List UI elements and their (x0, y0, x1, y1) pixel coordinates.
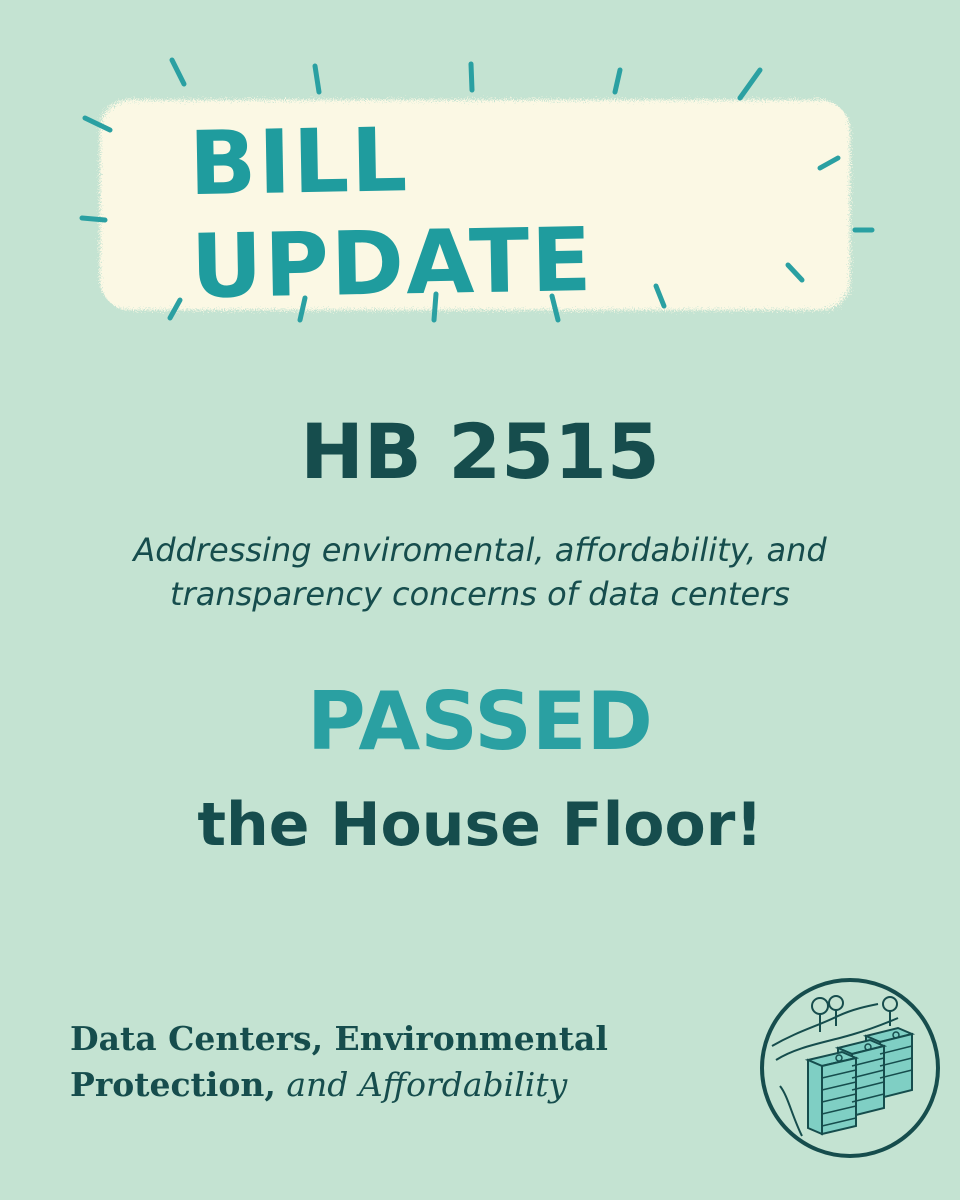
passed-status: PASSED (307, 675, 653, 768)
house-floor-text: the House Floor! (197, 790, 763, 860)
campaign-title-bold-1: Data Centers, Environmental (70, 1019, 608, 1058)
campaign-title (70, 1016, 710, 1108)
bill-update-banner (60, 40, 900, 340)
campaign-title-line-1 (70, 1016, 710, 1062)
campaign-title-bold-2: Protection, (70, 1065, 276, 1104)
banner-title: BILL UPDATE (188, 108, 595, 319)
bill-description (0, 528, 960, 616)
description-line-2: transparency concerns of data centers (170, 575, 790, 613)
data-center-landscape-icon (758, 976, 942, 1160)
bill-number: HB 2515 (300, 407, 660, 496)
description-line-1: Addressing enviromental, affordability, and (133, 531, 827, 569)
campaign-title-line-2 (70, 1062, 710, 1108)
campaign-title-italic: and Affordability (286, 1065, 568, 1104)
